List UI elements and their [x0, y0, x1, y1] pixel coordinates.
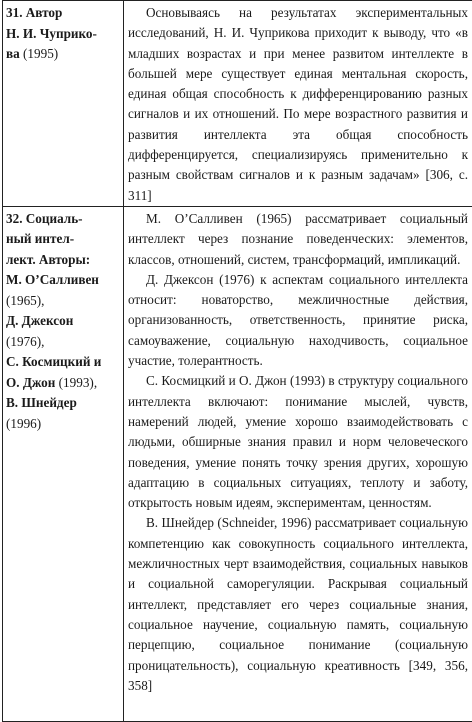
content-table [2, 0, 472, 722]
left-cell [3, 206, 124, 721]
row-heading-cont: лект. Авторы: [6, 251, 91, 267]
author-year: (1976), [6, 333, 45, 349]
right-cell [124, 1, 472, 207]
right-cell [124, 206, 472, 721]
row-heading: 31. Автор [6, 5, 63, 20]
paragraph: Основываясь на результатах экспериментальных исследований, Н. И. Чуприкова приходит к выводу, что «в младших возрастах и при менее развитом интеллекте в большей мере существует единая ментальная скорость, единая общая способность к дифференцированию разных сигналов и их отношений. По мере возрастного развития и развития интеллекта эта общая способность дифференцируется, специализируясь применительно к разным свойствам сигналов и к разным задачам» [306, с. 311] [128, 5, 468, 203]
author-name: Д. Джексон [6, 313, 74, 329]
author-name-cont: ва [6, 46, 20, 61]
author-name: М. О’Салливен [6, 272, 99, 288]
author-name: В. Шнейдер [6, 395, 77, 411]
table-row [3, 1, 472, 207]
paragraph: Д. Джексон (1976) к аспектам социального интеллекта относит: новаторство, межличностные действия, организованность, ответственность, принятие риска, самоуважение, социальную находчивость, социальное участие, толерантность. [128, 271, 468, 369]
paragraph: М. О’Салливен (1965) рассматривает социальный интеллект через познание поведенческих: элементов, классов, отношений, систем, трансформаций, импликаций. [128, 210, 468, 267]
author-name: С. Космицкий и [6, 354, 102, 370]
author-name: О. Джон [6, 374, 56, 390]
table-row [3, 206, 472, 721]
author-year: (1995) [23, 46, 59, 61]
row-heading-cont: ный интел- [6, 231, 75, 247]
author-year: (1996) [6, 415, 42, 431]
author-year: (1965), [6, 292, 45, 308]
author-name: Н. И. Чуприко- [6, 25, 97, 41]
paragraph: В. Шнейдер (Schneider, 1996) рассматривает социальную компетенцию как совокупность социального интеллекта, межличностных черт взаимодействия, социальных навыков и социальной саморегуляции. Раскрывая социальный интеллект, представляет его через социальные знания, социальное научение, социальную память, социальную перцепцию, социальное понимание (социальную проницательность), социальную креативность [349, 356, 358] [128, 515, 468, 693]
paragraph: С. Космицкий и О. Джон (1993) в структуру социального интеллекта включают: понимание мыслей, чувств, намерений людей, умение хорошо взаимодействовать с людьми, обширные знания правил и норм человеческого поведения, умение понять точку зрения других, хорошую адаптацию в социальных ситуациях, теплоту и заботу, открытость новым идеям, экспериментам, ценностям. [128, 373, 468, 511]
author-year: (1993), [58, 374, 98, 390]
left-cell [3, 1, 124, 207]
row-heading: 32. Социаль- [6, 210, 83, 226]
